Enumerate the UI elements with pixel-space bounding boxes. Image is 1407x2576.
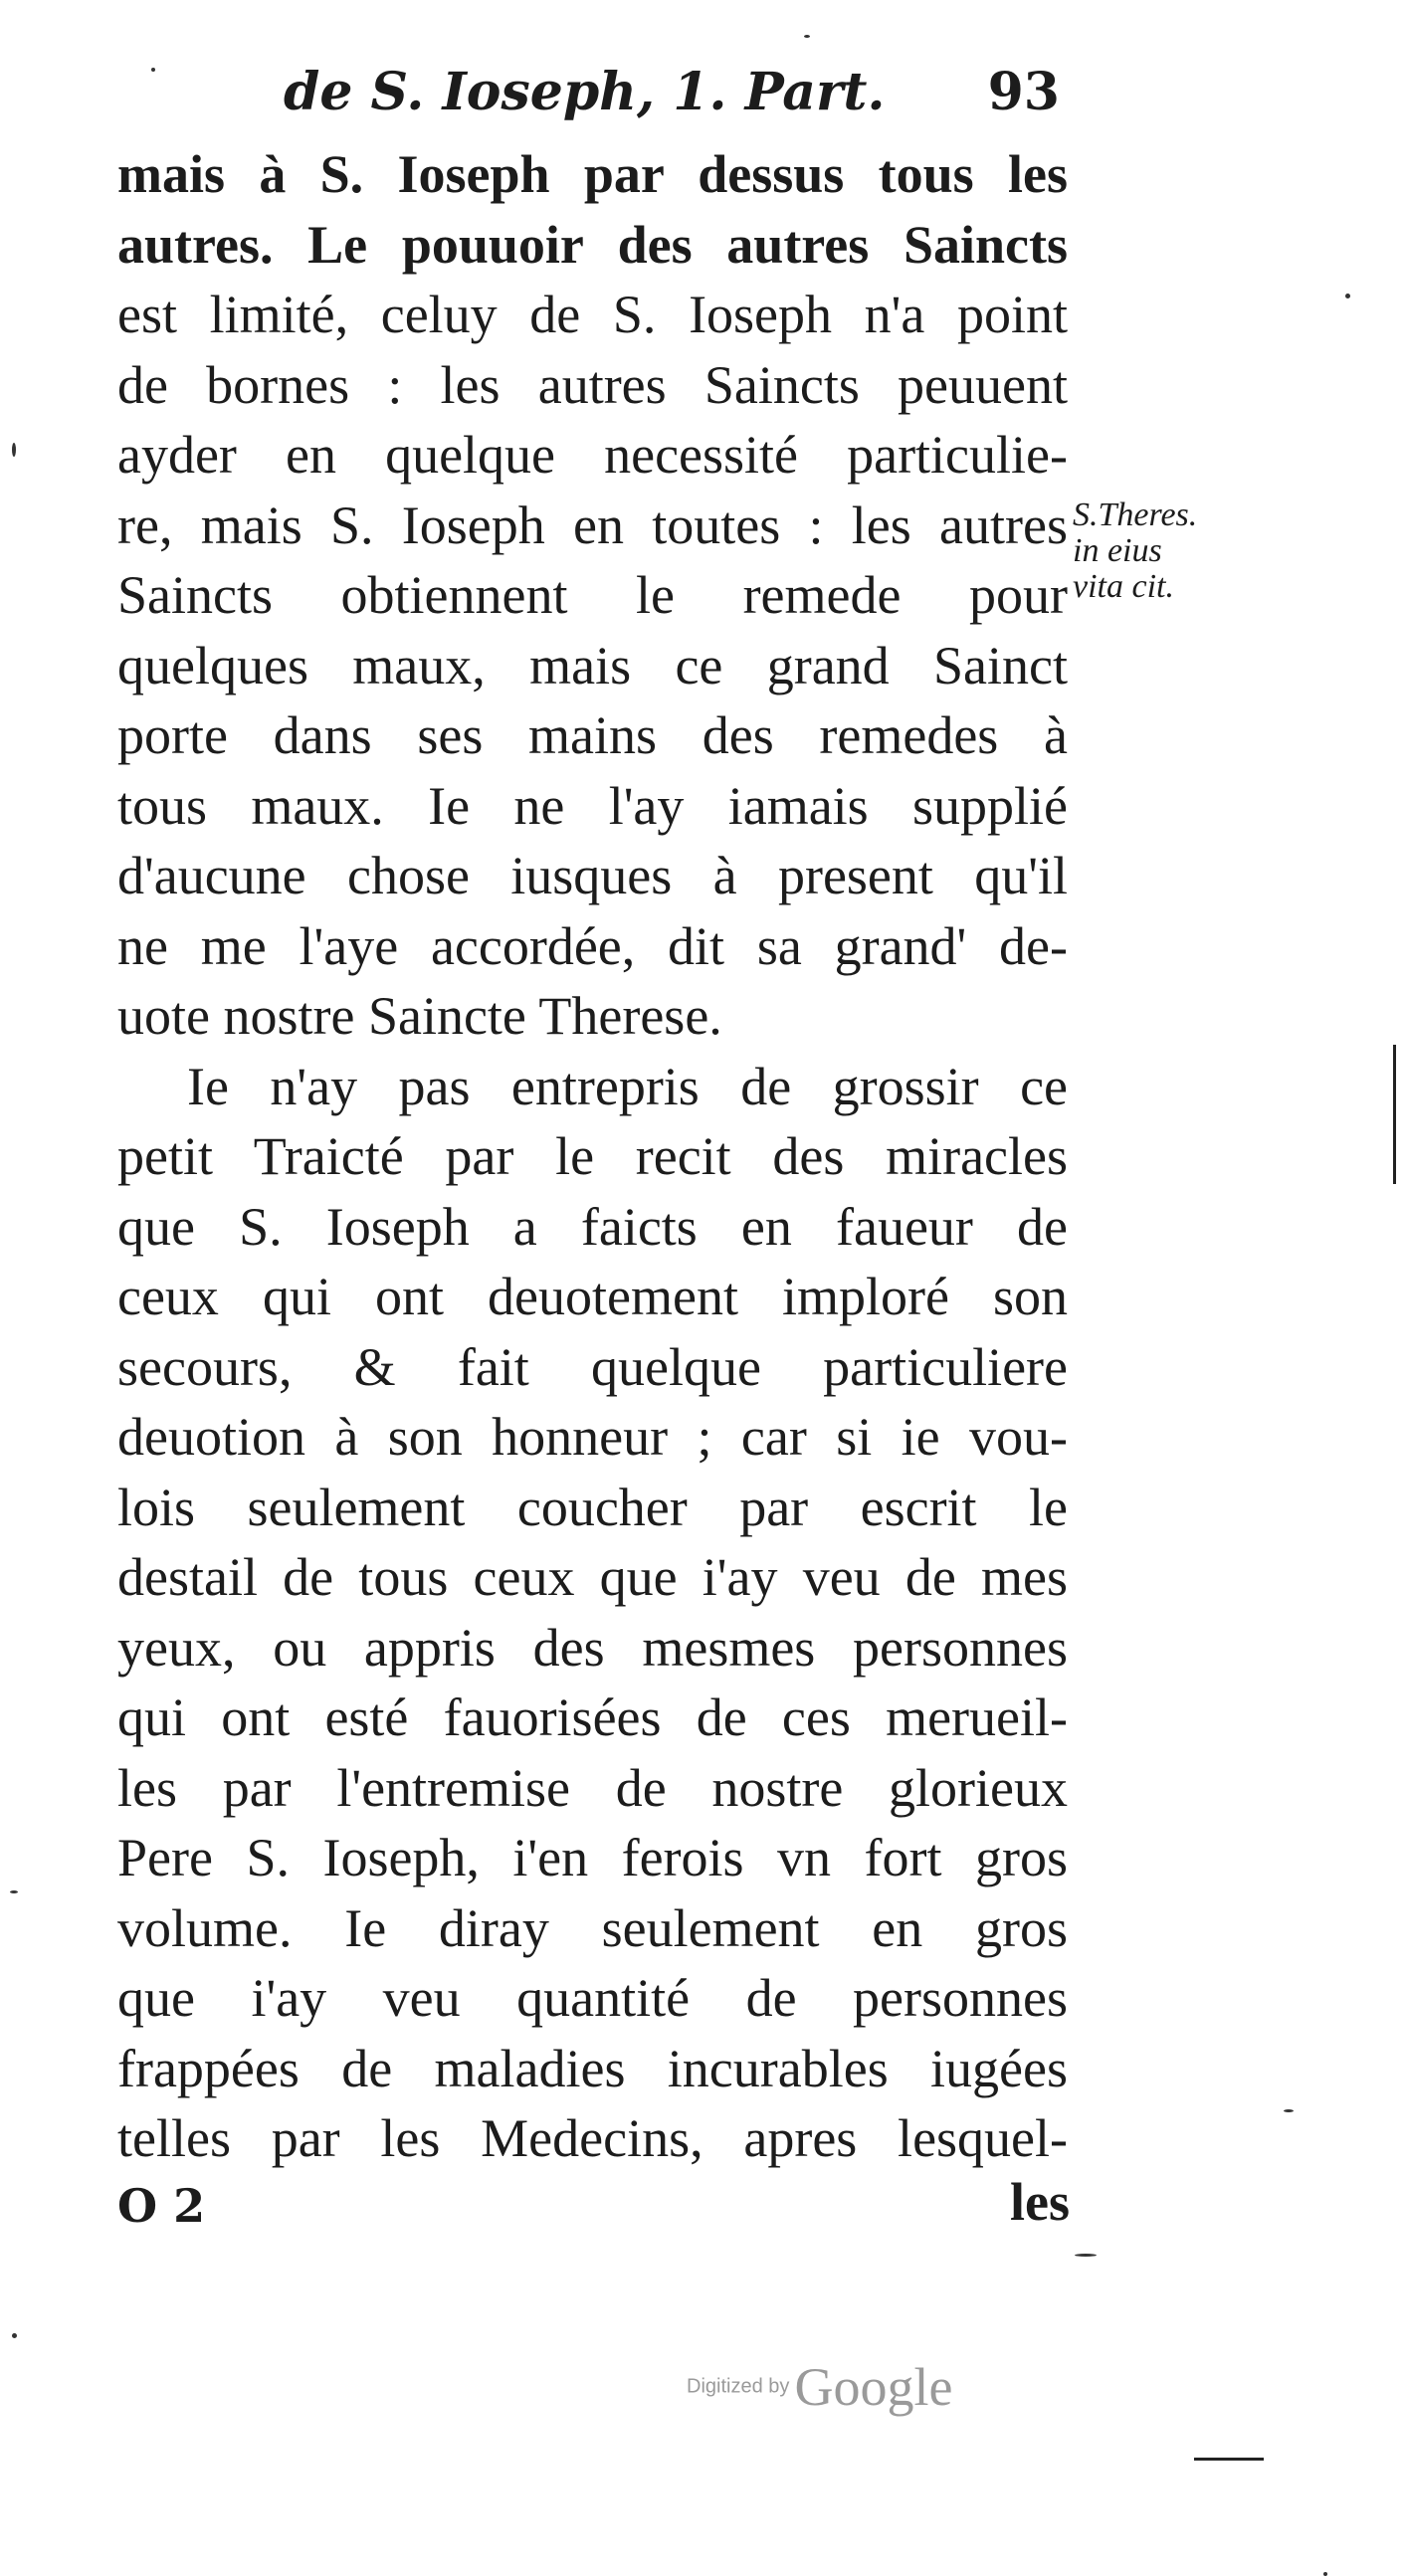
text-line: mais à S. Ioseph par dessus tous les xyxy=(117,144,1068,204)
text-line: re, mais S. Ioseph en toutes : les autres xyxy=(117,495,1068,555)
margin-note-line: S.Theres. xyxy=(1073,496,1198,533)
watermark-prefix: Digitized by xyxy=(687,2375,790,2398)
text-line: ne me l'aye accordée, dit sa grand' de- xyxy=(117,915,1068,976)
text-line: quelques maux, mais ce grand Sainct xyxy=(117,635,1068,695)
bottom-edge-mark xyxy=(1194,2458,1264,2461)
text-line: autres. Le pouuoir des autres Saincts xyxy=(117,214,1068,275)
text-line: lois seulement coucher par escrit le xyxy=(117,1477,1068,1537)
text-line: volume. Ie diray seulement en gros xyxy=(117,1897,1068,1958)
scan-speck xyxy=(1284,2109,1294,2112)
text-line: deuotion à son honneur ; car si ie vou- xyxy=(117,1407,1068,1467)
paragraph-start-line: Ie n'ay pas entrepris de grossir ce xyxy=(187,1056,1068,1116)
text-line: yeux, ou appris des mesmes personnes xyxy=(117,1617,1068,1678)
text-line: qui ont esté fauorisées de ces merueil- xyxy=(117,1687,1068,1747)
text-line: les par l'entremise de nostre glorieux xyxy=(117,1757,1068,1818)
running-title: de S. Ioseph, 1. Part. xyxy=(284,62,886,122)
margin-note-line: in eius xyxy=(1073,532,1162,569)
signature-mark: O 2 xyxy=(117,2179,206,2233)
text-line: ceux qui ont deuotement imploré son xyxy=(117,1267,1068,1326)
scan-speck xyxy=(1323,2572,1327,2576)
text-line: frappées de maladies incurables iugées xyxy=(117,2038,1068,2098)
scan-speck xyxy=(12,2333,17,2338)
digitized-watermark xyxy=(687,2356,952,2418)
scan-speck xyxy=(10,1890,18,1893)
watermark-brand: Google xyxy=(794,2357,953,2417)
text-line: Pere S. Ioseph, i'en ferois vn fort gros xyxy=(117,1828,1068,1887)
margin-note xyxy=(1073,497,1232,605)
page-number: 93 xyxy=(987,62,1060,122)
text-line: que i'ay veu quantité de personnes xyxy=(117,1968,1068,2028)
text-line: Saincts obtiennent le remede pour xyxy=(117,565,1068,625)
scan-speck xyxy=(151,68,155,72)
text-line: secours, & fait quelque particuliere xyxy=(117,1336,1068,1397)
text-line: d'aucune chose iusques à present qu'il xyxy=(117,846,1068,905)
scan-speck xyxy=(1345,294,1350,298)
scan-speck xyxy=(1075,2254,1097,2257)
page-edge-mark xyxy=(1393,1045,1396,1184)
scan-speck xyxy=(804,35,810,38)
text-line: porte dans ses mains des remedes à xyxy=(117,705,1068,765)
text-line: destail de tous ceux que i'ay veu de mes xyxy=(117,1547,1068,1607)
text-line: de bornes : les autres Saincts peuuent xyxy=(117,354,1068,415)
margin-note-line: vita cit. xyxy=(1073,568,1174,605)
text-line: telles par les Medecins, apres lesquel- xyxy=(117,2108,1068,2168)
text-line: uote nostre Saincte Therese. xyxy=(117,986,722,1046)
text-line: est limité, celuy de S. Ioseph n'a point xyxy=(117,285,1068,344)
catchword: les xyxy=(1010,2172,1070,2232)
text-line: tous maux. Ie ne l'ay iamais supplié xyxy=(117,775,1068,836)
text-line: petit Traicté par le recit des miracles xyxy=(117,1126,1068,1186)
text-line: que S. Ioseph a faicts en faueur de xyxy=(117,1196,1068,1257)
body-text xyxy=(117,139,1068,2174)
scan-speck xyxy=(12,443,16,457)
running-header xyxy=(284,62,1060,141)
text-line: ayder en quelque necessité particulie- xyxy=(117,425,1068,485)
